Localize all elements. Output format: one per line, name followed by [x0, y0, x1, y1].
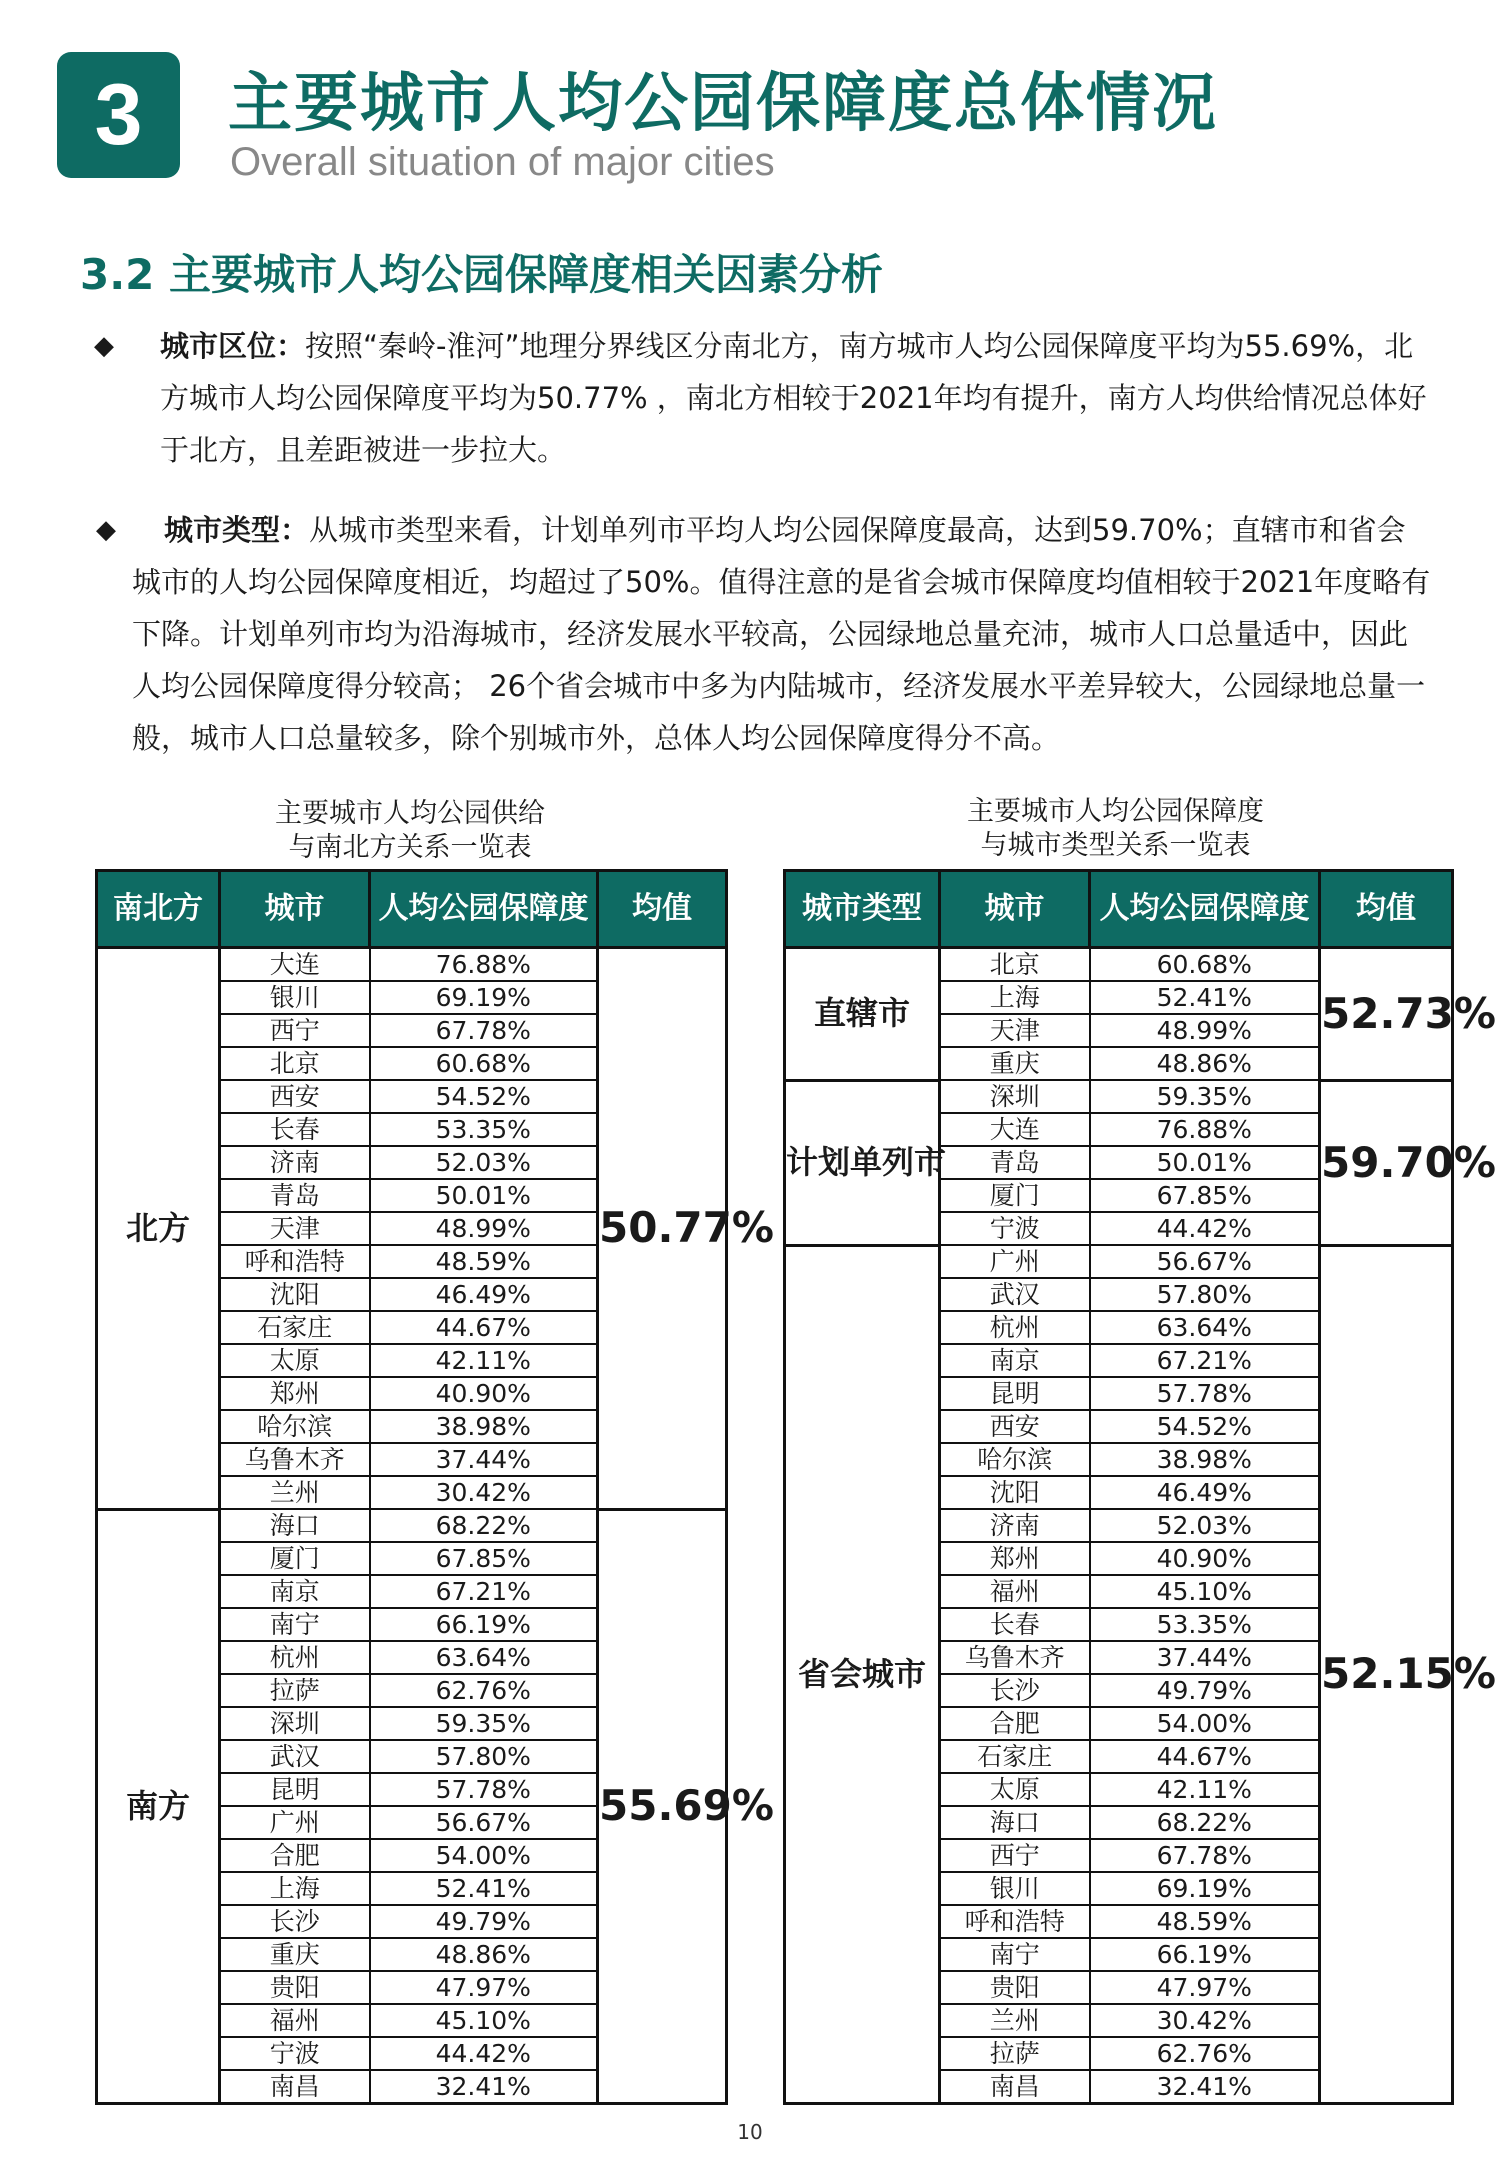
value-cell: 60.68%	[370, 1047, 598, 1080]
value-cell: 54.00%	[370, 1839, 598, 1872]
value-cell: 66.19%	[370, 1608, 598, 1641]
city-cell: 南京	[220, 1575, 370, 1608]
value-cell: 49.79%	[1090, 1674, 1320, 1707]
value-cell: 47.97%	[370, 1971, 598, 2004]
value-cell: 52.41%	[370, 1872, 598, 1905]
value-cell: 52.03%	[370, 1146, 598, 1179]
value-cell: 48.86%	[1090, 1047, 1320, 1080]
paragraph-city-type	[96, 504, 1432, 764]
value-cell: 63.64%	[1090, 1311, 1320, 1344]
city-cell: 西安	[220, 1080, 370, 1113]
city-cell: 济南	[940, 1509, 1090, 1542]
city-cell: 北京	[220, 1047, 370, 1080]
city-cell: 郑州	[940, 1542, 1090, 1575]
city-cell: 哈尔滨	[940, 1443, 1090, 1476]
value-cell: 37.44%	[1090, 1641, 1320, 1674]
city-cell: 南京	[940, 1344, 1090, 1377]
city-cell: 太原	[220, 1344, 370, 1377]
group-mean: 59.70%	[1320, 1080, 1453, 1245]
city-cell: 广州	[220, 1806, 370, 1839]
value-cell: 52.03%	[1090, 1509, 1320, 1542]
value-cell: 44.67%	[370, 1311, 598, 1344]
value-cell: 69.19%	[1090, 1872, 1320, 1905]
value-cell: 52.41%	[1090, 981, 1320, 1014]
group-label: 南方	[97, 1509, 220, 2104]
city-cell: 福州	[940, 1575, 1090, 1608]
city-cell: 厦门	[220, 1542, 370, 1575]
column-header: 城市	[940, 871, 1090, 948]
city-cell: 乌鲁木齐	[220, 1443, 370, 1476]
city-cell: 西宁	[940, 1839, 1090, 1872]
city-cell: 昆明	[220, 1773, 370, 1806]
city-cell: 宁波	[940, 1212, 1090, 1245]
north-south-table	[95, 869, 774, 2105]
city-cell: 郑州	[220, 1377, 370, 1410]
value-cell: 44.67%	[1090, 1740, 1320, 1773]
table-row	[97, 948, 727, 982]
city-cell: 西安	[940, 1410, 1090, 1443]
paragraph-label: 城市区位：	[160, 329, 306, 363]
value-cell: 45.10%	[1090, 1575, 1320, 1608]
value-cell: 48.99%	[1090, 1014, 1320, 1047]
paragraph-text: 从城市类型来看，计划单列市平均人均公园保障度最高，达到59.70%；直辖市和省会城市的人均公园保障度相近，均超过了50%。值得注意的是省会城市保障度均值相较于2021年度略有下降。计划单列市均为沿海城市，经济发展水平较高，公园绿地总量充沛，城市人口总量适中，因此人均公园保障度得分较高； 26个省会城市中多为内陆城市，经济发展水平差异较大，公园绿地总量一般，城市人口总量较多，除个别城市外，总体人均公园保障度得分不高。	[132, 513, 1431, 755]
value-cell: 68.22%	[370, 1509, 598, 1542]
city-cell: 乌鲁木齐	[940, 1641, 1090, 1674]
city-cell: 呼和浩特	[940, 1905, 1090, 1938]
column-header: 城市类型	[785, 871, 940, 948]
value-cell: 69.19%	[370, 981, 598, 1014]
city-cell: 济南	[220, 1146, 370, 1179]
city-cell: 海口	[940, 1806, 1090, 1839]
value-cell: 50.01%	[370, 1179, 598, 1212]
value-cell: 40.90%	[1090, 1542, 1320, 1575]
value-cell: 57.80%	[1090, 1278, 1320, 1311]
city-cell: 银川	[940, 1872, 1090, 1905]
city-cell: 天津	[940, 1014, 1090, 1047]
column-header: 南北方	[97, 871, 220, 948]
city-cell: 南昌	[940, 2070, 1090, 2104]
value-cell: 54.00%	[1090, 1707, 1320, 1740]
value-cell: 76.88%	[1090, 1113, 1320, 1146]
city-cell: 上海	[220, 1872, 370, 1905]
value-cell: 38.98%	[370, 1410, 598, 1443]
diamond-bullet-icon: ◆	[96, 515, 116, 545]
city-cell: 长春	[220, 1113, 370, 1146]
value-cell: 67.85%	[1090, 1179, 1320, 1212]
city-cell: 太原	[940, 1773, 1090, 1806]
group-mean: 50.77%	[598, 948, 727, 1510]
city-cell: 上海	[940, 981, 1090, 1014]
city-cell: 石家庄	[220, 1311, 370, 1344]
city-cell: 重庆	[220, 1938, 370, 1971]
value-cell: 56.67%	[370, 1806, 598, 1839]
value-cell: 54.52%	[370, 1080, 598, 1113]
city-cell: 青岛	[940, 1146, 1090, 1179]
city-cell: 合肥	[220, 1839, 370, 1872]
value-cell: 62.76%	[1090, 2037, 1320, 2070]
city-cell: 大连	[220, 948, 370, 982]
group-mean: 55.69%	[598, 1509, 727, 2104]
city-cell: 福州	[220, 2004, 370, 2037]
page-number: 10	[737, 2120, 763, 2144]
value-cell: 42.11%	[1090, 1773, 1320, 1806]
group-label: 直辖市	[785, 948, 940, 1081]
column-header: 人均公园保障度	[1090, 871, 1320, 948]
city-type-table	[783, 869, 1496, 2105]
group-label: 计划单列市	[785, 1080, 940, 1245]
value-cell: 46.49%	[1090, 1476, 1320, 1509]
caption-line: 主要城市人均公园供给	[275, 798, 545, 829]
value-cell: 38.98%	[1090, 1443, 1320, 1476]
value-cell: 48.59%	[1090, 1905, 1320, 1938]
city-cell: 武汉	[220, 1740, 370, 1773]
city-cell: 宁波	[220, 2037, 370, 2070]
section-number-badge: 3	[57, 52, 180, 178]
city-cell: 银川	[220, 981, 370, 1014]
value-cell: 30.42%	[1090, 2004, 1320, 2037]
paragraph-label: 城市类型：	[164, 513, 310, 547]
city-cell: 杭州	[940, 1311, 1090, 1344]
city-cell: 长春	[940, 1608, 1090, 1641]
column-header: 人均公园保障度	[370, 871, 598, 948]
value-cell: 67.21%	[1090, 1344, 1320, 1377]
city-cell: 沈阳	[220, 1278, 370, 1311]
city-cell: 武汉	[940, 1278, 1090, 1311]
value-cell: 48.99%	[370, 1212, 598, 1245]
value-cell: 48.86%	[370, 1938, 598, 1971]
group-label: 省会城市	[785, 1245, 940, 2104]
value-cell: 67.21%	[370, 1575, 598, 1608]
caption-line: 主要城市人均公园保障度	[967, 796, 1264, 827]
page-subtitle: Overall situation of major cities	[230, 140, 775, 184]
value-cell: 46.49%	[370, 1278, 598, 1311]
city-cell: 厦门	[940, 1179, 1090, 1212]
city-cell: 兰州	[220, 1476, 370, 1509]
value-cell: 54.52%	[1090, 1410, 1320, 1443]
value-cell: 40.90%	[370, 1377, 598, 1410]
table-row	[785, 948, 1453, 982]
table-caption-north-south	[95, 797, 725, 865]
value-cell: 60.68%	[1090, 948, 1320, 982]
section-heading: 3.2 主要城市人均公园保障度相关因素分析	[80, 250, 884, 299]
paragraph-city-location	[94, 320, 1430, 476]
value-cell: 53.35%	[1090, 1608, 1320, 1641]
value-cell: 32.41%	[370, 2070, 598, 2104]
city-cell: 昆明	[940, 1377, 1090, 1410]
column-header: 均值	[598, 871, 727, 948]
city-cell: 长沙	[220, 1905, 370, 1938]
group-mean: 52.15%	[1320, 1245, 1453, 2104]
paragraph-text: 按照“秦岭-淮河”地理分界线区分南北方，南方城市人均公园保障度平均为55.69%，北方城市人均公园保障度平均为50.77% ，南北方相较于2021年均有提升，南方人均供给情况总体好于北方，且差距被进一步拉大。	[160, 329, 1427, 467]
value-cell: 67.78%	[370, 1014, 598, 1047]
value-cell: 32.41%	[1090, 2070, 1320, 2104]
city-cell: 哈尔滨	[220, 1410, 370, 1443]
group-mean: 52.73%	[1320, 948, 1453, 1081]
city-cell: 贵阳	[940, 1971, 1090, 2004]
caption-line: 与南北方关系一览表	[288, 832, 532, 863]
page-title: 主要城市人均公园保障度总体情况	[228, 67, 1218, 141]
value-cell: 50.01%	[1090, 1146, 1320, 1179]
city-cell: 深圳	[940, 1080, 1090, 1113]
city-cell: 南宁	[940, 1938, 1090, 1971]
city-cell: 海口	[220, 1509, 370, 1542]
group-label: 北方	[97, 948, 220, 1510]
table-caption-city-type	[783, 795, 1448, 863]
value-cell: 62.76%	[370, 1674, 598, 1707]
value-cell: 76.88%	[370, 948, 598, 982]
value-cell: 57.78%	[1090, 1377, 1320, 1410]
city-cell: 贵阳	[220, 1971, 370, 2004]
value-cell: 67.85%	[370, 1542, 598, 1575]
value-cell: 57.78%	[370, 1773, 598, 1806]
value-cell: 37.44%	[370, 1443, 598, 1476]
value-cell: 47.97%	[1090, 1971, 1320, 2004]
city-cell: 大连	[940, 1113, 1090, 1146]
value-cell: 53.35%	[370, 1113, 598, 1146]
city-cell: 拉萨	[220, 1674, 370, 1707]
column-header: 均值	[1320, 871, 1453, 948]
city-cell: 杭州	[220, 1641, 370, 1674]
city-cell: 重庆	[940, 1047, 1090, 1080]
table-row	[785, 1245, 1453, 1278]
value-cell: 42.11%	[370, 1344, 598, 1377]
value-cell: 57.80%	[370, 1740, 598, 1773]
city-cell: 深圳	[220, 1707, 370, 1740]
value-cell: 59.35%	[370, 1707, 598, 1740]
city-cell: 沈阳	[940, 1476, 1090, 1509]
city-cell: 合肥	[940, 1707, 1090, 1740]
value-cell: 66.19%	[1090, 1938, 1320, 1971]
city-cell: 北京	[940, 948, 1090, 982]
city-cell: 广州	[940, 1245, 1090, 1278]
value-cell: 44.42%	[370, 2037, 598, 2070]
city-cell: 兰州	[940, 2004, 1090, 2037]
value-cell: 63.64%	[370, 1641, 598, 1674]
value-cell: 59.35%	[1090, 1080, 1320, 1113]
value-cell: 44.42%	[1090, 1212, 1320, 1245]
city-cell: 拉萨	[940, 2037, 1090, 2070]
city-cell: 南宁	[220, 1608, 370, 1641]
value-cell: 56.67%	[1090, 1245, 1320, 1278]
value-cell: 49.79%	[370, 1905, 598, 1938]
city-cell: 天津	[220, 1212, 370, 1245]
value-cell: 30.42%	[370, 1476, 598, 1509]
city-cell: 石家庄	[940, 1740, 1090, 1773]
city-cell: 长沙	[940, 1674, 1090, 1707]
city-cell: 青岛	[220, 1179, 370, 1212]
value-cell: 67.78%	[1090, 1839, 1320, 1872]
value-cell: 48.59%	[370, 1245, 598, 1278]
table-row	[97, 1509, 727, 1542]
diamond-bullet-icon: ◆	[94, 331, 114, 361]
city-cell: 呼和浩特	[220, 1245, 370, 1278]
table-row	[785, 1080, 1453, 1113]
value-cell: 68.22%	[1090, 1806, 1320, 1839]
value-cell: 45.10%	[370, 2004, 598, 2037]
column-header: 城市	[220, 871, 370, 948]
caption-line: 与城市类型关系一览表	[980, 830, 1251, 861]
city-cell: 西宁	[220, 1014, 370, 1047]
city-cell: 南昌	[220, 2070, 370, 2104]
